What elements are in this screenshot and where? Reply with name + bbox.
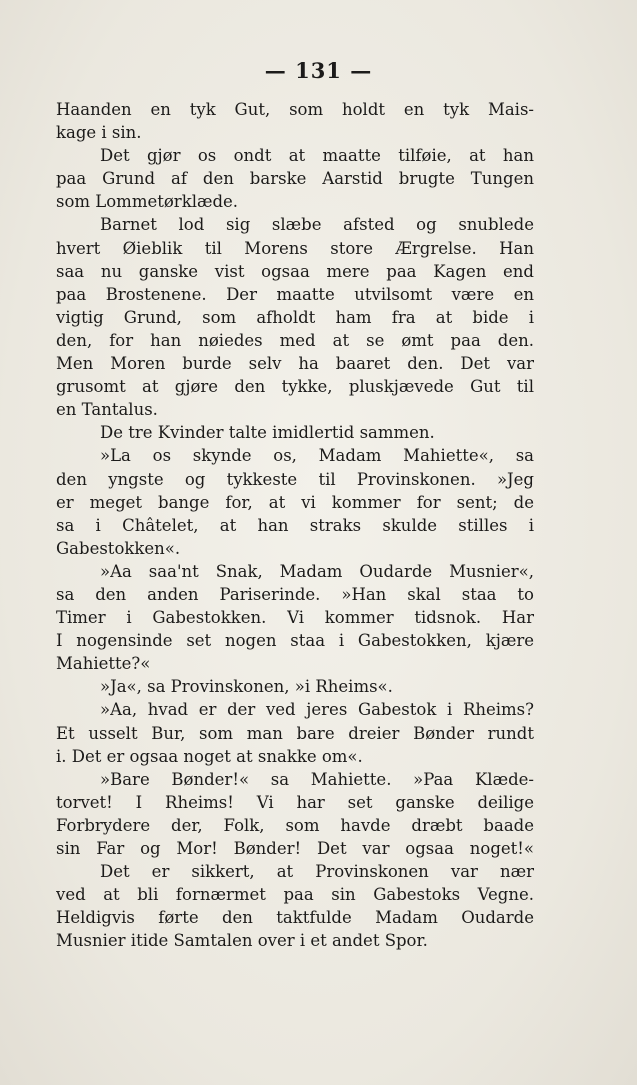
text-line: paa Brostenene. Der maatte utvilsomt være en [56, 284, 534, 304]
page-number: — 131 — [264, 58, 373, 83]
text-line: ved at bli fornærmet paa sin Gabestoks Vegne. [56, 885, 534, 905]
text-line: sin Far og Mor! Bønder! Det var ogsaa noget!« [56, 839, 534, 858]
text-line: en Tantalus. [56, 400, 158, 420]
text-line: I nogensinde set nogen staa i Gabestokken, kjære [56, 631, 534, 651]
text-line: sa i Châtelet, at han straks skulde stilles i [56, 515, 534, 535]
text-line: Haanden en tyk Gut, som holdt en tyk Mais- [56, 100, 534, 119]
text-line: torvet! I Rheims! Vi har set ganske deilige [56, 792, 534, 812]
text-line: »Ja«, sa Provinskonen, »i Rheims«. [100, 677, 393, 697]
text-line: som Lommetørklæde. [56, 192, 239, 212]
text-line: paa Grund af den barske Aarstid brugte Tungen [56, 169, 534, 189]
text-line: De tre Kvinder talte imidlertid sammen. [100, 423, 435, 443]
text-line: Mahiette?« [56, 654, 151, 674]
text-line: sa den anden Pariserinde. »Han skal staa to [56, 584, 534, 604]
text-line: Musnier itide Samtalen over i et andet Spor. [56, 931, 428, 951]
text-line: »Aa saa'nt Snak, Madam Oudarde Musnier«, [100, 561, 534, 581]
text-line: den, for han nøiedes med at se ømt paa den. [56, 330, 534, 350]
text-line: er meget bange for, at vi kommer for sent; de [56, 492, 534, 512]
text-line: Gabestokken«. [56, 538, 181, 558]
text-line: Det gjør os ondt at maatte tilføie, at han [100, 146, 534, 166]
text-line: den yngste og tykkeste til Provinskonen. »Jeg [56, 469, 534, 489]
text-line: saa nu ganske vist ogsaa mere paa Kagen end [56, 261, 534, 281]
text-line: hvert Øieblik til Morens store Ærgrelse. Han [56, 238, 534, 258]
text-line: »Aa, hvad er der ved jeres Gabestok i Rheims? [100, 700, 534, 720]
text-line: Forbrydere der, Folk, som havde dræbt baade [56, 815, 534, 835]
text-line: i. Det er ogsaa noget at snakke om«. [56, 746, 363, 766]
text-line: Barnet lod sig slæbe afsted og snublede [100, 215, 534, 235]
text-line: vigtig Grund, som afholdt ham fra at bide i [56, 307, 534, 327]
text-line: Men Moren burde selv ha baaret den. Det var [56, 354, 534, 374]
page-text [56, 98, 534, 952]
text-line: »La os skynde os, Madam Mahiette«, sa [100, 446, 534, 466]
text-line: kage i sin. [56, 123, 142, 143]
text-line: »Bare Bønder!« sa Mahiette. »Paa Klæde- [100, 769, 534, 789]
text-line: Det er sikkert, at Provinskonen var nær [100, 862, 534, 882]
text-line: grusomt at gjøre den tykke, pluskjævede Gut til [56, 377, 534, 397]
text-line: Heldigvis førte den taktfulde Madam Oudarde [56, 908, 534, 928]
text-line: Et usselt Bur, som man bare dreier Bønder rundt [56, 723, 534, 743]
text-line: Timer i Gabestokken. Vi kommer tidsnok. Har [56, 608, 534, 628]
